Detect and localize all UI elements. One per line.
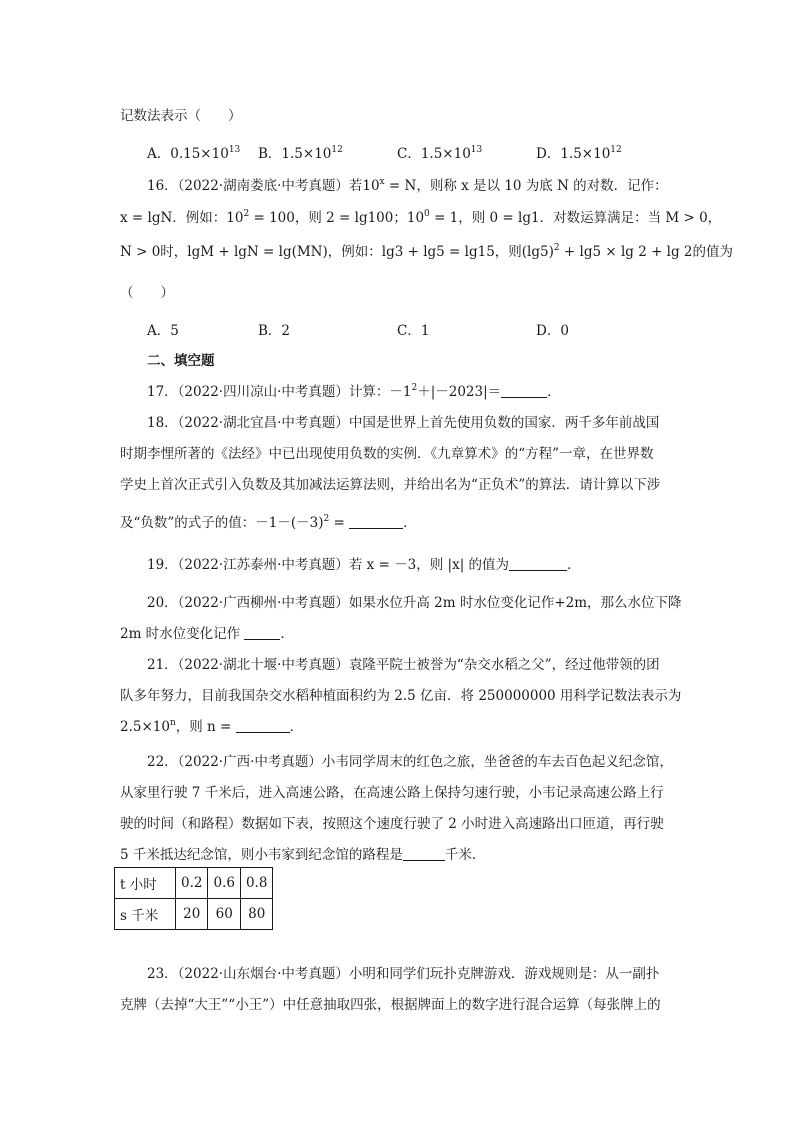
table-cell: t 小时 [115, 868, 176, 899]
q23-line-1: 23．（2022·山东烟台·中考真题）小明和同学们玩扑克牌游戏．游戏规则是：从一副扑 [147, 966, 660, 982]
q22-line-2: 从家里行驶 7 千米后，进入高速公路，在高速公路上保持匀速行驶，小韦记录高速公路上行 [120, 785, 664, 801]
table-cell: 60 [208, 899, 240, 930]
q19: 19．（2022·江苏泰州·中考真题）若 x = －3，则 |x| 的值为 ． [147, 557, 581, 573]
q16-option-b: B．2 [258, 323, 291, 339]
q22-line-3: 驶的时间（和路程）数据如下表，按照这个速度行驶了 2 小时进入高速路出口匝道，再行驶 [120, 816, 664, 832]
q21-line-1: 21．（2022·湖北十堰·中考真题）袁隆平院士被誉为“杂交水稻之父”，经过他带领的团 [147, 657, 660, 673]
q18-line-1: 18．（2022·湖北宜昌·中考真题）中国是世界上首先使用负数的国家．两千多年前战国 [147, 415, 660, 431]
q18-line-3: 学史上首次正式引入负数及其加减法运算法则，并给出名为“正负术”的算法．请计算以下涉 [120, 477, 661, 493]
q18-answer-blank [349, 514, 403, 529]
q15-option-b: B．$1.5\times 10^{12}$ [258, 145, 343, 162]
q16-option-d: D．0 [536, 323, 569, 339]
q18-line-4: 及“负数”的式子的值：$-1-(-3)^2$ = ． [120, 514, 417, 531]
q16-line-3: N > 0时，lgM + lgN = lg(MN)，例如：lg3 + lg5 = lg15，则$(\lg 5)^2 + \lg 5 \times \lg 2 + \lg 2$的值为 [120, 243, 734, 260]
table-row [115, 868, 273, 899]
q16-line-2: x = lgN．例如：$10^2 = 100$，则 2 = lg100；$10^0 = 1$，则 0 = lg1．对数运算满足：当 M > 0， [120, 209, 722, 226]
q21-line-2: 队多年努力，目前我国杂交水稻种植面积约为 2.5 亿亩．将 250000000 用科学记数法表示为 [120, 688, 682, 704]
q15-option-a: A．$0.15\times 10^{13}$ [147, 145, 241, 162]
q17-answer-blank [501, 383, 547, 398]
data-table [114, 867, 273, 930]
q18-line-2: 时期李悝所著的《法经》中已出现使用负数的实例．《九章算术》的“方程”一章，在世界数 [120, 446, 654, 462]
table-cell: 0.6 [208, 868, 240, 899]
q22-line-1: 22．（2022·广西·中考真题）小韦同学周末的红色之旅，坐爸爸的车去百色起义纪念馆， [147, 754, 673, 770]
q20-answer-blank [244, 625, 280, 640]
table-cell: 80 [240, 899, 272, 930]
q22-answer-blank [403, 846, 445, 861]
q16-line-4: （ ） [120, 285, 174, 301]
q21-answer-blank [236, 718, 290, 733]
q21-line-3: $2.5\times 10^n$，则 n = ． [120, 718, 304, 735]
q15-tail: 记数法表示（ ） [120, 108, 242, 124]
table-cell: s 千米 [115, 899, 176, 930]
section-heading: 二、填空题 [147, 353, 215, 369]
q20-line-2: 2m 时水位变化记作 ． [120, 626, 294, 642]
q22-line-4: 5 千米抵达纪念馆，则小韦家到纪念馆的路程是 千米． [120, 847, 486, 863]
q16-option-c: C．1 [397, 323, 430, 339]
table-row [115, 899, 273, 930]
q16-line-1: 16．（2022·湖南娄底·中考真题）若$10^x = N$，则称 x 是以 10 为底 N 的对数．记作： [147, 177, 668, 194]
q17: 17．（2022·四川凉山·中考真题）计算：$-1^2+|-2023|=$ ． [147, 383, 561, 400]
q15-option-d: D．$1.5\times 10^{12}$ [536, 145, 622, 162]
table-cell: 0.2 [176, 868, 208, 899]
q16-option-a: A．5 [147, 323, 179, 339]
q23-line-2: 克牌（去掉“大王”“小王”）中任意抽取四张，根据牌面上的数字进行混合运算（每张牌上的 [120, 997, 661, 1013]
q20-line-1: 20．（2022·广西柳州·中考真题）如果水位升高 2m 时水位变化记作+2m，那么水位下降 [147, 595, 682, 611]
q19-answer-blank [509, 556, 567, 571]
table-cell: 0.8 [240, 868, 272, 899]
table-cell: 20 [176, 899, 208, 930]
q15-option-c: C．$1.5\times 10^{13}$ [397, 145, 483, 162]
